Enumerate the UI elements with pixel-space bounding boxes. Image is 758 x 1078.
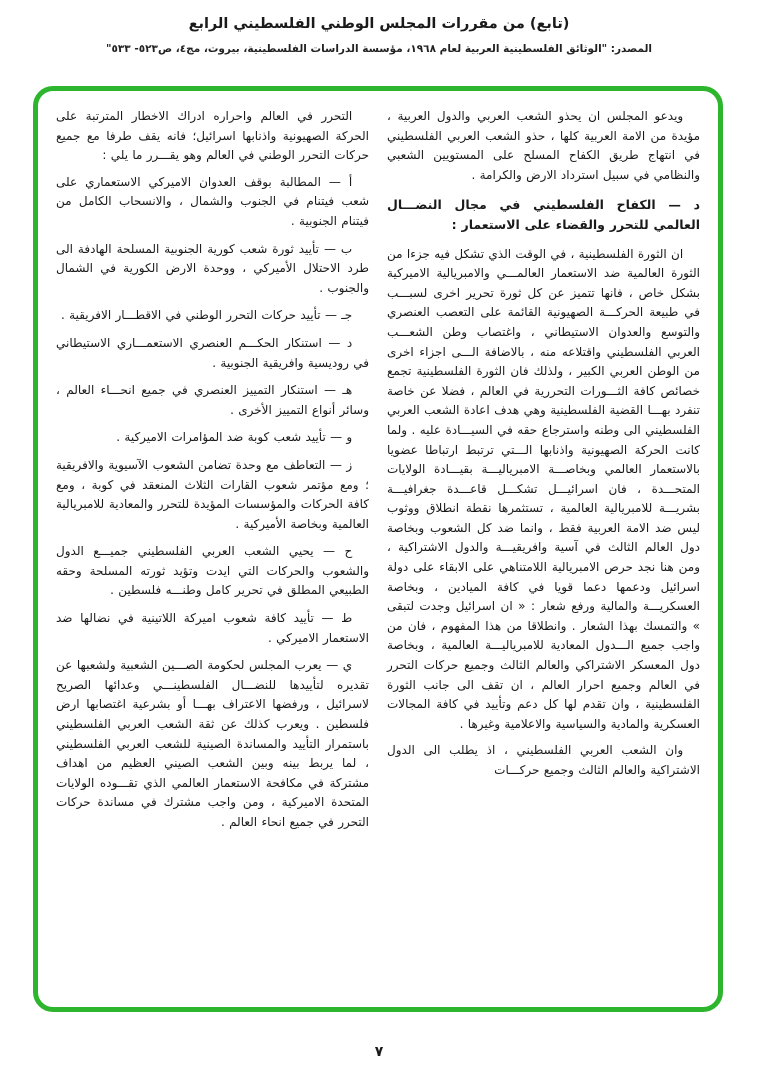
source-line: المصدر: "الوثائق الفلسطينية العربية لعام ١٩٦٨، مؤسسة الدراسات الفلسطينية، بيروت، مج٤، ص٥٢٣- ٥٣٣" — [105, 43, 653, 55]
right-column — [387, 107, 700, 997]
list-item-zay: ز — التعاطف مع وحدة تضامن الشعوب الآسيوية والافريقية ؛ ومع مؤتمر شعوب القارات الثلاث المنعقد في كوبة ، ومع كافة الحركات والمؤسسات المؤيدة للتحرر والمعادية للامبريالية العالمية وبخاصة الأميركية . — [56, 457, 369, 531]
list-item-tta: ط — تأييد كافة شعوب اميركة اللاتينية في نضالها ضد الاستعمار الاميركي . — [56, 611, 369, 645]
document-header — [0, 16, 758, 55]
list-item-dal: د — استنكار الحكـــم العنصري الاستعمـــاري الاستيطاني في روديسية وافريقية الجنوبية . — [56, 335, 369, 370]
section-heading: د — الكفاح الفلسطيني في مجال النضـــال العالمي للتحرر والقضاء على الاستعمار : — [387, 197, 700, 232]
two-column-layout — [56, 107, 700, 997]
paragraph-intro: ويدعو المجلس ان يحذو الشعب العربي والدول العربية ، مؤيدة من الامة العربية كلها ، حذو الشعب العربي الفلسطيني في انتهاج طريق الكفاح المسلح على المستويين الشعبي والنظامي في سبيل استرداد الارض والكرامة . — [387, 109, 700, 182]
paragraph-main: ان الثورة الفلسطينية ، في الوقت الذي تشكل فيه جزءا من الثورة العالمية ضد الاستعمار العالمـــي والامبريالية الاميركية بشكل خاص ، فانها تتميز عن كل ثورة تحرير اخرى لسبـــب في طبيعة الحركـــة الصهيونية القائمة على التعصب العنصري والتوسع والعدوان الاستيطاني ، واغتصاب وطن الشعـــب العربي الفلسطيني واقتلاعه منه ، بالاضافة الـــى اجزاء اخرى من الوطن العربي الكبير ، ولذلك فان الثورة الفلسطينية تجمع خصائص كافة الثـــورات التحررية في العالم ، فضلا عن خاصة تنفرد بهـــا القضية الفلسطينية وهي هدف اعادة الشعب العربي الفلسطيني الى وطنه واسترجاع حقه في السيـــادة عليه . ولما كانت الحركة الصهيونية واذنابها الـــتي ترتبط ارتباطا عضويا بالاستعمار العالمي وبخاصـــة الامبرياليـــة بقيـــادة الولايات المتحـــدة ، فان اسرائيـــل تشكـــل قاعـــدة جغرافيـــة بشريـــة للامبريالية العالمية ، تستثمرها نقطة انطلاق ووثوب ليس ضد الامة العربية فقط ، وانما ضد كل الشعوب وبخاصة دول العالم الثالث في آسية وافريقيـــة والدول الاشتراكية ، ومن هنا نجد حرص الامبريالية اللامتناهي على الابقاء على دولة اسرائيل ودعمها دعما قويا في كافة الميادين ، وبخاصة العسكريـــة والمالية ورفع شعار : « ان اسرائيل وجدت لتبقى » والتمسك بهذا الشعار . وانطلاقا من هذا المفهوم ، فان من واجب جميع الـــدول المعادية للامبرياليـــة العالمية ، وبخاصة دول المعسكر الاشتراكي والعالم الثالث وجميع حركات التحرر في العالم وجميع احرار العالم ، ان تقف الى جانب الثورة الفلسطينية ، وان تقدم لها كل دعم وتأييد في كافة المجالات العسكرية والمادية والسياسية والاعلامية وغيرها . — [387, 246, 700, 731]
list-item-ba: ب — تأييد ثورة شعب كورية الجنوبية المسلحة الهادفة الى طرد الاحتلال الأميركي ، ووحدة الارض الكورية في الشمال والجنوب . — [56, 241, 369, 295]
paragraph-tail: وان الشعب العربي الفلسطيني ، اذ يطلب الى الدول الاشتراكية والعالم الثالث وجميع حركـــات — [387, 743, 700, 777]
paragraph-continuation: التحرر في العالم واحراره ادراك الاخطار المترتبة على الحركة الصهيونية واذنابها اسرائيل؛ فانه يقف طرفا مع جميع حركات التحرر الوطني في العالم وهو يقـــرر ما يلي : — [56, 109, 369, 163]
list-item-alef: أ — المطالبة بوقف العدوان الاميركي الاستعماري على شعب فيتنام في الجنوب والشمال ، والانسحاب الكامل من فيتنام الجنوبية . — [56, 174, 369, 228]
list-item-waw: و — تأييد شعب كوبة ضد المؤامرات الاميركية . — [116, 430, 353, 445]
page-title: (تابع) من مقررات المجلس الوطني الفلسطيني الرابع — [188, 16, 570, 32]
list-item-jim: جـ — تأييد حركات التحرر الوطني في الاقطـــار الافريقية . — [61, 308, 353, 323]
page-number: ٧ — [374, 1044, 384, 1060]
content-border-box — [33, 86, 723, 1012]
list-item-ya: ي — يعرب المجلس لحكومة الصـــين الشعبية ولشعبها عن تقديره لتأييدها للنضـــال الفلسطينـــي وعدائها الصريح لاسرائيل ، ورفضها الاعتراف بهـــا أو بشرعية اغتصابها ارض فلسطين . ويعرب كذلك عن ثقة الشعب العربي الفلسطيني باستمرار التأييد والمساندة الصينية للشعب العربي الفلسطيني ، لما يربط بينه وبين الشعب الصيني العظيم من اهداف مشتركة في مكافحة الاستعمار العالمي الذي تقـــوده الولايات المتحدة الاميركية ، ومن واجب مشترك في مساندة حركات التحرر في جميع انحاء العالم . — [56, 658, 369, 829]
list-item-hha: ح — يحيي الشعب العربي الفلسطيني جميـــع الدول والشعوب والحركات التي ايدت وتؤيد ثورته المسلحة وحقه الطبيعي المطلق في تحرير كامل وطنـــه فلسطين . — [56, 544, 369, 598]
left-column — [56, 107, 369, 997]
list-item-ha: هـ — استنكار التمييز العنصري في جميع انحـــاء العالم ، وسائر أنواع التمييز الأخرى . — [56, 383, 369, 417]
